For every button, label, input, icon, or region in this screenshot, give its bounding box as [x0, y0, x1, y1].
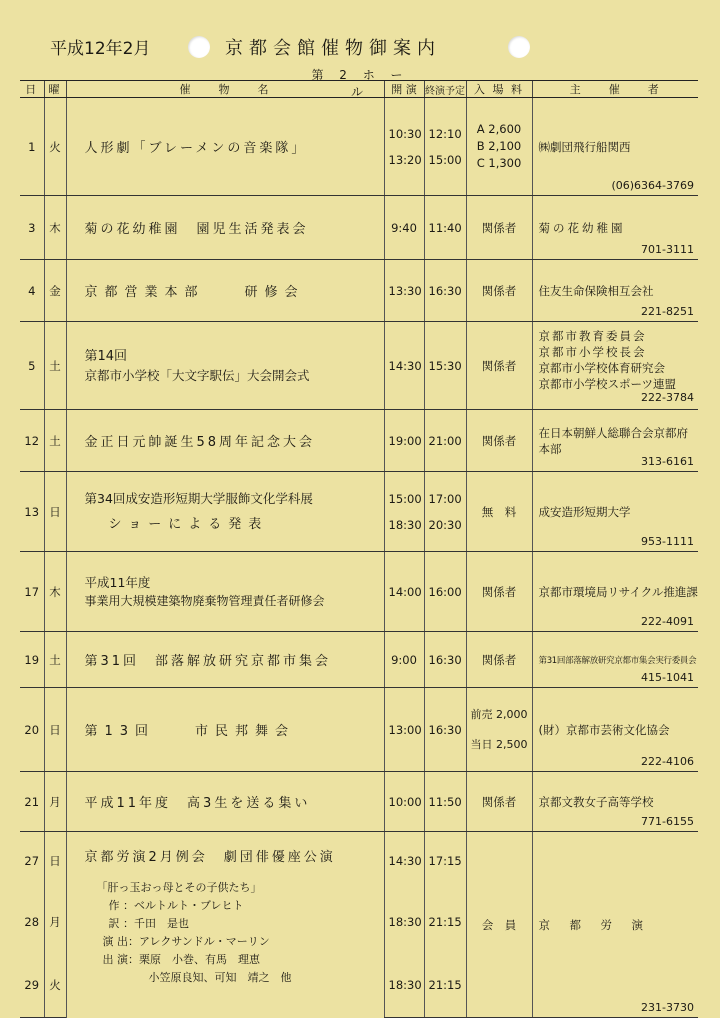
organizer-name: 京都市小学校体育研究会: [538, 361, 665, 375]
event-cell: [66, 98, 384, 196]
end-time: 15:30: [424, 322, 466, 410]
organizer-cell: [532, 632, 698, 688]
fee-line: B 2,100: [476, 139, 522, 153]
day-cell: 21: [20, 772, 44, 832]
event-name: ショーによる発表: [108, 516, 269, 532]
punch-hole: [188, 36, 210, 58]
end-time: 21:00: [424, 410, 466, 472]
table-row: [20, 196, 698, 260]
start-time: 9:00: [384, 632, 424, 688]
start-time: 18:30: [384, 890, 424, 954]
start-time: 14:30: [384, 832, 424, 890]
day-cell: 20: [20, 688, 44, 772]
weekday-cell: 火: [44, 954, 66, 1018]
table-row: [20, 772, 698, 832]
table-row: [20, 552, 698, 632]
phone-number: 313-6161: [641, 455, 694, 468]
event-name: 金正日元帥誕生58周年記念大会: [84, 435, 316, 450]
fee-cell: 関係者: [466, 410, 532, 472]
event-name: 第34回成安造形短期大学服飾文化学科展: [84, 490, 313, 506]
day-cell: 29: [20, 954, 44, 1018]
weekday-cell: 火: [44, 98, 66, 196]
organizer-name: 住友生命保険相互会社: [538, 283, 654, 298]
table-row: [20, 410, 698, 472]
organizer-name: 京都市小学校スポーツ連盟: [538, 377, 677, 391]
phone-number: 222-4091: [641, 615, 694, 628]
event-name: 平成11年度 高3生を送る集い: [84, 796, 311, 811]
day-cell: 13: [20, 472, 44, 552]
end-time: 15:00: [428, 152, 462, 167]
day-cell: 28: [24, 914, 40, 929]
organizer-cell: [532, 260, 698, 322]
header-title: 京都会館催物御案内: [225, 38, 441, 59]
organizer-name: 菊の花幼稚園: [538, 220, 626, 235]
end-time: 21:15: [424, 954, 466, 1018]
day-cell: 12: [20, 410, 44, 472]
organizer-cell: [532, 322, 698, 410]
organizer-name: 京都文教女子高等学校: [538, 794, 654, 809]
event-name: 第31回 部落解放研究京都市集会: [84, 654, 332, 669]
table-row: [20, 688, 698, 772]
day-cell: 3: [20, 196, 44, 260]
day-cell: 17: [20, 552, 44, 632]
end-time: 16:30: [424, 260, 466, 322]
table-row: [20, 632, 698, 688]
organizer-name: 第31回部落解放研究京都市集会実行委員会: [538, 655, 697, 666]
event-cell: [66, 552, 384, 632]
phone-number: 953-1111: [641, 535, 694, 548]
phone-number: 222-4106: [641, 755, 694, 768]
phone-number: 771-6155: [641, 815, 694, 828]
weekday-cell: 日: [44, 688, 66, 772]
event-cell: [66, 688, 384, 772]
fee-cell: 関係者: [466, 322, 532, 410]
event-cell: [66, 832, 384, 1018]
fee-cell: 関係者: [466, 260, 532, 322]
organizer-name: 京都市小学校長会: [538, 345, 647, 359]
organizer-cell: [532, 772, 698, 832]
organizer-name: 京都市環境局リサイクル推進課: [538, 584, 698, 599]
event-cell: [66, 322, 384, 410]
column-header: 催 物 名: [66, 81, 384, 98]
credit-line: 小笠原良知、可知 靖之 他: [148, 971, 292, 984]
end-cell: [424, 98, 466, 196]
organizer-name: 京 都 労 演: [538, 917, 647, 932]
column-header: 主 催 者: [532, 81, 698, 98]
end-time: 16:30: [424, 632, 466, 688]
start-time: 9:40: [384, 196, 424, 260]
end-time: 16:00: [424, 552, 466, 632]
column-header: 入 場 料: [466, 81, 532, 98]
hall-subtitle: 第 2 ホ ー ル: [311, 68, 409, 99]
organizer-cell: [532, 196, 698, 260]
organizer-name: 成安造形短期大学: [538, 504, 631, 519]
start-cell: [384, 98, 424, 196]
end-time: 17:15: [424, 832, 466, 890]
phone-number: 221-8251: [641, 305, 694, 318]
organizer-cell: [532, 832, 698, 1018]
fee-line: C 1,300: [476, 156, 522, 170]
start-time: 14:30: [384, 322, 424, 410]
phone-number: 222-3784: [641, 391, 694, 404]
organizer-cell: [532, 98, 698, 196]
event-name: 事業用大規模建築物廃棄物管理責任者研修会: [84, 593, 325, 608]
fee-cell: 関係者: [466, 632, 532, 688]
fee-cell: 関係者: [466, 772, 532, 832]
table-row: [20, 98, 698, 196]
header-date: 平成12年2月: [50, 39, 151, 59]
start-time: 15:00: [388, 491, 422, 506]
weekday-cell: 日: [44, 472, 66, 552]
organizer-cell: [532, 472, 698, 552]
fee-line: A 2,600: [476, 122, 522, 136]
credit-line: 訳 ：千田 是也: [108, 917, 189, 930]
start-cell: [384, 472, 424, 552]
organizer-name: ㈱劇団飛行船関西: [538, 139, 631, 154]
weekday-cell: 月: [44, 772, 66, 832]
end-time: 17:00: [428, 491, 462, 506]
end-time: 11:50: [424, 772, 466, 832]
weekday-cell: 木: [44, 196, 66, 260]
table-row: [20, 832, 698, 890]
event-name: 第14回: [84, 348, 128, 364]
day-cell: 19: [20, 632, 44, 688]
play-title: 「肝っ玉おっ母とその子供たち」: [96, 881, 262, 894]
event-name: 平成11年度: [84, 574, 151, 590]
day-cell: 5: [20, 322, 44, 410]
day-cell: 1: [20, 98, 44, 196]
fee-cell: 無 料: [466, 472, 532, 552]
day-cell: 27: [24, 853, 40, 868]
phone-number: 231-3730: [641, 1001, 694, 1014]
organizer-name: (財）京都市芸術文化協会: [538, 722, 670, 737]
column-header: 開 演: [384, 81, 424, 98]
event-cell: [66, 472, 384, 552]
phone-number: 415-1041: [641, 671, 694, 684]
fee-cell: 関係者: [466, 552, 532, 632]
organizer-name: 在日本朝鮮人総聯合会京都府本部: [538, 425, 688, 456]
start-time: 10:00: [384, 772, 424, 832]
fee-line: 前売 2,000: [470, 707, 528, 721]
start-time: 19:00: [384, 410, 424, 472]
start-time: 14:00: [384, 552, 424, 632]
end-time: 21:15: [424, 890, 466, 954]
organizer-name: 京都市教育委員会: [538, 329, 647, 343]
end-time: 16:30: [424, 688, 466, 772]
table-row: [20, 472, 698, 552]
event-cell: [66, 260, 384, 322]
column-header: 終演予定: [424, 81, 466, 98]
fee-line: 当日 2,500: [470, 737, 528, 751]
event-name: 人形劇「ブレーメンの音楽隊」: [84, 141, 308, 156]
column-header: 日: [20, 81, 44, 98]
end-time: 12:10: [428, 126, 462, 141]
credit-line: 出 演：栗原 小巻、有馬 理恵: [102, 953, 260, 966]
credit-line: 演 出：アレクサンドル・マーリン: [102, 935, 270, 948]
start-time: 13:00: [384, 688, 424, 772]
start-time: 13:30: [384, 260, 424, 322]
event-name: 第13回 市民邦舞会: [84, 724, 296, 739]
column-header: 曜: [44, 81, 66, 98]
event-name: 京都労演2月例会 劇団俳優座公演: [84, 850, 336, 865]
weekday-cell: 月: [44, 890, 66, 954]
weekday-cell: 金: [44, 260, 66, 322]
weekday-cell: 日: [44, 832, 66, 890]
start-time: 18:30: [384, 954, 424, 1018]
fee-cell: [466, 688, 532, 772]
organizer-cell: [532, 552, 698, 632]
weekday-cell: 土: [44, 322, 66, 410]
organizer-cell: [532, 410, 698, 472]
event-cell: [66, 196, 384, 260]
punch-hole: [508, 36, 530, 58]
table-header-row: [20, 81, 698, 98]
start-time: 18:30: [388, 517, 422, 532]
fee-cell: 関係者: [466, 196, 532, 260]
event-name: 菊の花幼稚園 園児生活発表会: [84, 222, 309, 237]
start-time: 13:20: [388, 152, 422, 167]
start-time: 10:30: [388, 126, 422, 141]
event-name: 京都市小学校「大文字駅伝」大会開会式: [84, 367, 310, 383]
phone-number: (06)6364-3769: [611, 179, 694, 192]
credit-line: 作 ：ベルトルト・ブレヒト: [108, 899, 244, 912]
event-cell: [66, 772, 384, 832]
end-cell: [424, 472, 466, 552]
event-table: [20, 80, 698, 1018]
fee-cell: 会 員: [466, 832, 532, 1018]
weekday-cell: 土: [44, 632, 66, 688]
event-name: 京都営業本部 研修会: [84, 285, 305, 300]
table-row: [20, 260, 698, 322]
day-cell: 4: [20, 260, 44, 322]
end-time: 20:30: [428, 517, 462, 532]
end-time: 11:40: [424, 196, 466, 260]
event-cell: [66, 632, 384, 688]
table-row: [20, 322, 698, 410]
event-cell: [66, 410, 384, 472]
weekday-cell: 土: [44, 410, 66, 472]
fee-cell: [466, 98, 532, 196]
weekday-cell: 木: [44, 552, 66, 632]
organizer-cell: [532, 688, 698, 772]
phone-number: 701-3111: [641, 243, 694, 256]
